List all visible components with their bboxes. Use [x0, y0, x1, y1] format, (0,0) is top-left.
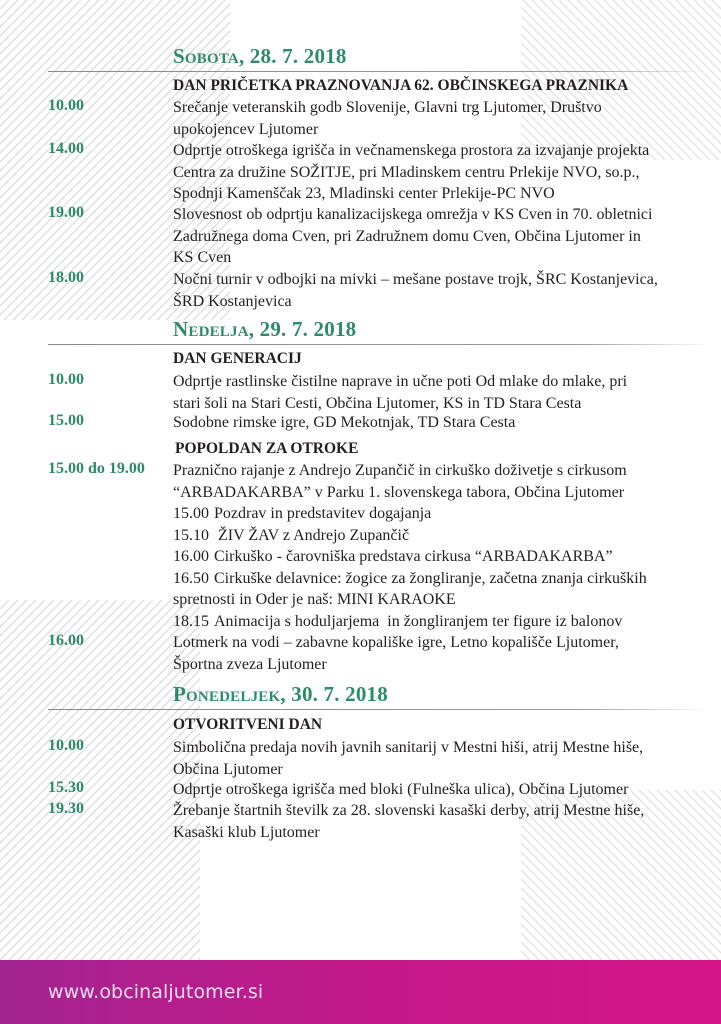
decorative-stripe: [0, 600, 200, 960]
event-time: 16.00: [48, 632, 84, 649]
decorative-stripe: [0, 600, 200, 960]
event-line: ŠRD Kostanjevica: [173, 292, 292, 310]
day-date: , 30. 7. 2018: [280, 682, 388, 706]
decorative-stripe: [0, 600, 200, 960]
decorative-stripe: [0, 600, 200, 960]
decorative-stripes-bottom-left: [0, 600, 200, 960]
event-line: KS Cven: [173, 249, 232, 266]
decorative-stripe: [0, 600, 200, 960]
decorative-stripe: [0, 0, 27, 320]
day-divider: [48, 71, 710, 72]
event-line: Srečanje veteranskih godb Slovenije, Glavni trg Ljutomer, Društvo: [173, 99, 602, 116]
event-description: [173, 632, 713, 675]
event-time: 19.00: [48, 204, 84, 221]
event-line: stari šoli na Stari Cesti, Občina Ljutomer, KS in TD Stara Cesta: [173, 394, 582, 412]
day-date: , 28. 7. 2018: [238, 44, 347, 68]
sub-event-continuation: [173, 589, 456, 611]
event-time: 15.00: [48, 412, 84, 429]
decorative-stripe: [0, 600, 171, 960]
event-line: Občina Ljutomer: [173, 760, 283, 778]
section-heading: DAN PRIČETKA PRAZNOVANJA 62. OBČINSKEGA PRAZNIKA: [173, 77, 629, 94]
decorative-stripe: [0, 600, 200, 960]
event-line: Zadružnega doma Cven, pri Zadružnem domu Cven, Občina Ljutomer in: [173, 227, 641, 245]
event-line: Centra za družine SOŽITJE, pri Mladinskem centru Prlekije NVO, so.p.,: [173, 163, 640, 181]
sub-event: [173, 611, 622, 633]
decorative-stripe: [0, 600, 200, 960]
day-title: [173, 44, 347, 69]
sub-event: [173, 525, 409, 547]
decorative-stripe: [0, 600, 200, 960]
decorative-stripe: [9, 600, 200, 960]
sub-event-text: spretnosti in Oder je naš: MINI KARAOKE: [173, 591, 456, 608]
day-date: , 29. 7. 2018: [248, 317, 357, 341]
event-line: Simbolična predaja novih javnih sanitarij v Mestni hiši, atrij Mestne hiše,: [173, 739, 644, 756]
decorative-stripe: [0, 600, 36, 960]
event-description: [173, 269, 713, 312]
decorative-stripe: [0, 600, 200, 960]
sub-event-time: 15.10: [173, 527, 209, 544]
decorative-stripe: [0, 600, 180, 960]
day-name: Nedelja: [173, 317, 249, 341]
event-line: “ARBADAKARBA” v Parku 1. slovenskega tabora, Občina Ljutomer: [173, 483, 625, 501]
decorative-stripe: [0, 600, 200, 960]
decorative-stripe: [0, 600, 198, 960]
decorative-stripe: [0, 0, 45, 320]
decorative-stripe: [0, 0, 54, 320]
decorative-stripe: [0, 600, 200, 960]
event-description: [173, 737, 713, 780]
event-line: Odprtje otroškega igrišča med bloki (Fulneška ulica), Občina Ljutomer: [173, 781, 629, 798]
footer-bar: [0, 960, 721, 1024]
event-description: [173, 97, 713, 140]
event-line: Sodobne rimske igre, GD Mekotnjak, TD Stara Cesta: [173, 414, 516, 431]
event-line: Nočni turnir v odbojki na mivki – mešane postave trojk, ŠRC Kostanjevica,: [173, 271, 658, 288]
event-time: 18.00: [48, 269, 84, 286]
sub-event-text: Cirkuške delavnice: žogice za žongliranje, začetna znanja cirkuških: [214, 570, 647, 587]
event-time: 10.00: [48, 371, 84, 388]
event-description: [173, 460, 713, 503]
event-line: Športna zveza Ljutomer: [173, 655, 327, 673]
event-line: Spodnji Kamenščak 23, Mladinski center Prlekije-PC NVO: [173, 185, 555, 202]
decorative-stripe: [712, 0, 721, 160]
decorative-stripe: [0, 0, 180, 320]
decorative-stripe: [0, 0, 9, 320]
event-time: 19.30: [48, 800, 84, 817]
day-divider: [48, 709, 710, 710]
event-description: [173, 204, 713, 269]
event-time: 14.00: [48, 140, 84, 157]
sub-event-text: Cirkuško - čarovniška predstava cirkusa “ARBADAKARBA”: [214, 548, 613, 565]
event-time: 15.30: [48, 779, 84, 796]
decorative-stripe: [0, 0, 198, 320]
decorative-stripe: [0, 600, 9, 960]
decorative-stripe: [0, 600, 27, 960]
decorative-stripe: [0, 600, 200, 960]
sub-event: [173, 546, 613, 568]
sub-event-time: 16.50: [173, 570, 209, 587]
sub-event-time: 18.15: [173, 613, 209, 630]
section-heading: POPOLDAN ZA OTROKE: [175, 440, 359, 457]
sub-event-text: Pozdrav in predstavitev dogajanja: [214, 505, 432, 522]
day-divider: [48, 344, 710, 345]
event-line: Lotmerk na vodi – zabavne kopališke igre, Letno kopališče Ljutomer,: [173, 634, 619, 651]
decorative-stripe: [0, 600, 189, 960]
decorative-stripe: [0, 0, 189, 320]
decorative-stripe: [0, 600, 200, 960]
decorative-stripe: [0, 600, 18, 960]
website-link[interactable]: www.obcinaljutomer.si: [48, 981, 264, 1003]
event-line: Odprtje otroškega igrišča in večnamenskega prostora za izvajanje projekta: [173, 142, 650, 159]
decorative-stripe: [0, 600, 200, 960]
sub-event: [173, 503, 431, 525]
event-line: upokojencev Ljutomer: [173, 120, 319, 138]
event-description: [173, 371, 713, 414]
day-name: Sobota: [173, 44, 239, 68]
section-heading: DAN GENERACIJ: [173, 350, 302, 367]
day-name: Ponedeljek: [173, 682, 281, 706]
day-title: [173, 682, 388, 707]
event-line: Slovesnost ob odprtju kanalizacijskega omrežja v KS Cven in 70. obletnici: [173, 206, 653, 223]
decorative-stripe: [0, 600, 200, 960]
decorative-stripe: [0, 600, 54, 960]
event-description: [173, 412, 713, 434]
decorative-stripe: [0, 600, 200, 960]
event-time: 15.00 do 19.00: [48, 460, 145, 477]
event-line: Žrebanje štartnih številk za 28. slovenski kasaški derby, atrij Mestne hiše,: [173, 802, 645, 819]
decorative-stripe: [0, 0, 18, 320]
section-heading: OTVORITVENI DAN: [173, 716, 323, 733]
decorative-stripe: [0, 0, 171, 320]
decorative-stripe: [0, 600, 45, 960]
event-line: Odprtje rastlinske čistilne naprave in učne poti Od mlake do mlake, pri: [173, 373, 628, 390]
event-time: 10.00: [48, 97, 84, 114]
decorative-stripe: [0, 0, 36, 320]
event-description: [173, 800, 713, 843]
event-line: Praznično rajanje z Andrejo Zupančič in cirkuško doživetje s cirkusom: [173, 462, 627, 479]
sub-event-time: 15.00: [173, 505, 209, 522]
sub-event-text: ŽIV ŽAV z Andrejo Zupančič: [214, 527, 410, 544]
sub-event: [173, 568, 647, 590]
event-description: [173, 140, 713, 205]
day-title: [173, 317, 356, 342]
decorative-stripe: [0, 600, 200, 960]
sub-event-time: 16.00: [173, 548, 209, 565]
event-time: 10.00: [48, 737, 84, 754]
event-line: Kasaški klub Ljutomer: [173, 823, 320, 841]
sub-event-text: Animacija s hoduljarjema in žongliranjem ter figure iz balonov: [214, 613, 623, 630]
decorative-stripe: [0, 600, 200, 960]
event-description: [173, 779, 713, 801]
